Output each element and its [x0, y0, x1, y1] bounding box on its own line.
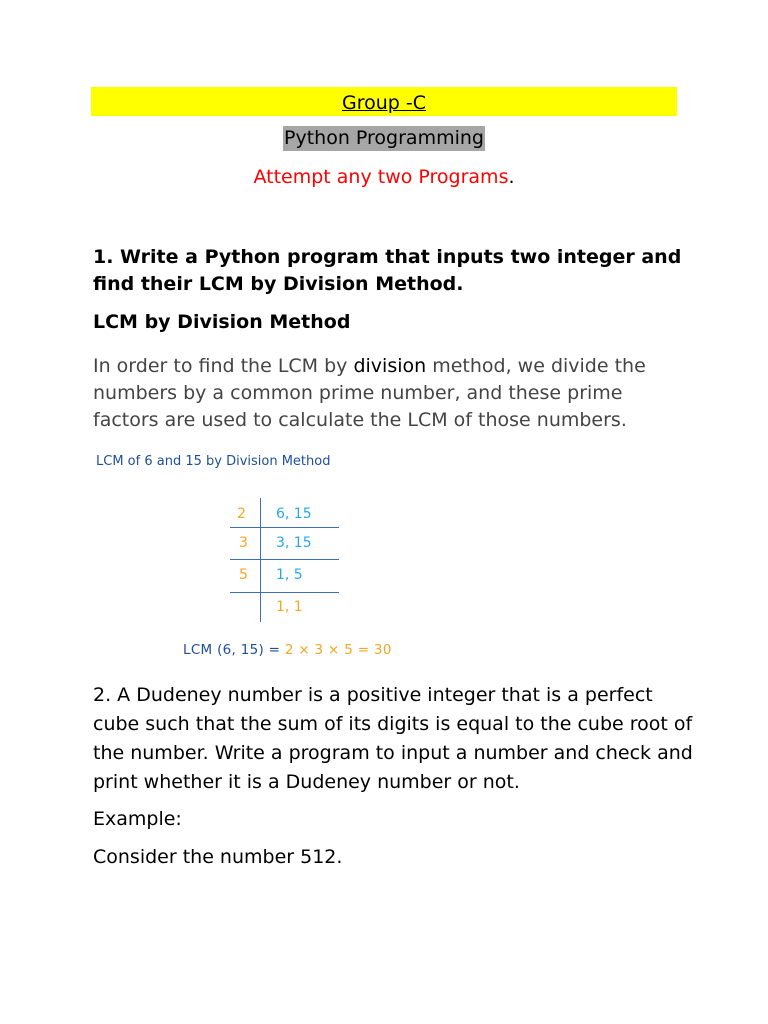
- instruction: [0, 166, 768, 188]
- quotient-cell: 1, 5: [276, 567, 303, 583]
- quotient-cell: 1, 1: [276, 599, 303, 615]
- lcm-result-expression: 2 × 3 × 5 = 30: [284, 642, 392, 658]
- question-1-heading: LCM by Division Method: [93, 311, 351, 333]
- subject-title: Python Programming: [284, 127, 484, 149]
- question-2: 2. A Dudeney number is a positive integer that is a perfect cube such that the sum of its digits is equal to the cube root of the number. Write a program to input a number and check and print whether it is a Dudeney number or not.: [93, 684, 693, 793]
- example-text: Consider the number 512.: [93, 846, 343, 868]
- divisor-cell: 3: [239, 535, 248, 551]
- quotient-cell: 3, 15: [276, 535, 312, 551]
- instruction-text: Attempt any two Programs: [253, 166, 509, 188]
- instruction-period: .: [508, 166, 515, 188]
- figure-title: LCM of 6 and 15 by Division Method: [96, 454, 331, 469]
- group-banner: [91, 87, 677, 116]
- explanation-keyword: division: [353, 355, 427, 377]
- division-row-line: [230, 527, 339, 528]
- division-row-line: [230, 559, 339, 560]
- explanation-part-2: method, we divide the numbers by a common prime number, and these prime factors are used to calculate the LCM of those numbers.: [93, 355, 646, 431]
- group-title: Group -C: [341, 91, 426, 114]
- example-label: Example:: [93, 808, 182, 830]
- divisor-cell: 2: [237, 506, 246, 522]
- explanation-part-1: In order to find the LCM by: [93, 355, 354, 377]
- question-1: 1. Write a Python program that inputs two integer and find their LCM by Division Method.: [93, 246, 682, 295]
- lcm-result: [183, 642, 392, 658]
- subject-wrap: [0, 126, 768, 151]
- divisor-cell: 5: [239, 567, 248, 583]
- division-row-line: [230, 592, 339, 593]
- question-1-explanation: [93, 353, 693, 434]
- quotient-cell: 6, 15: [276, 506, 312, 522]
- division-vertical-line: [260, 498, 261, 622]
- lcm-result-label: LCM (6, 15) =: [183, 642, 285, 658]
